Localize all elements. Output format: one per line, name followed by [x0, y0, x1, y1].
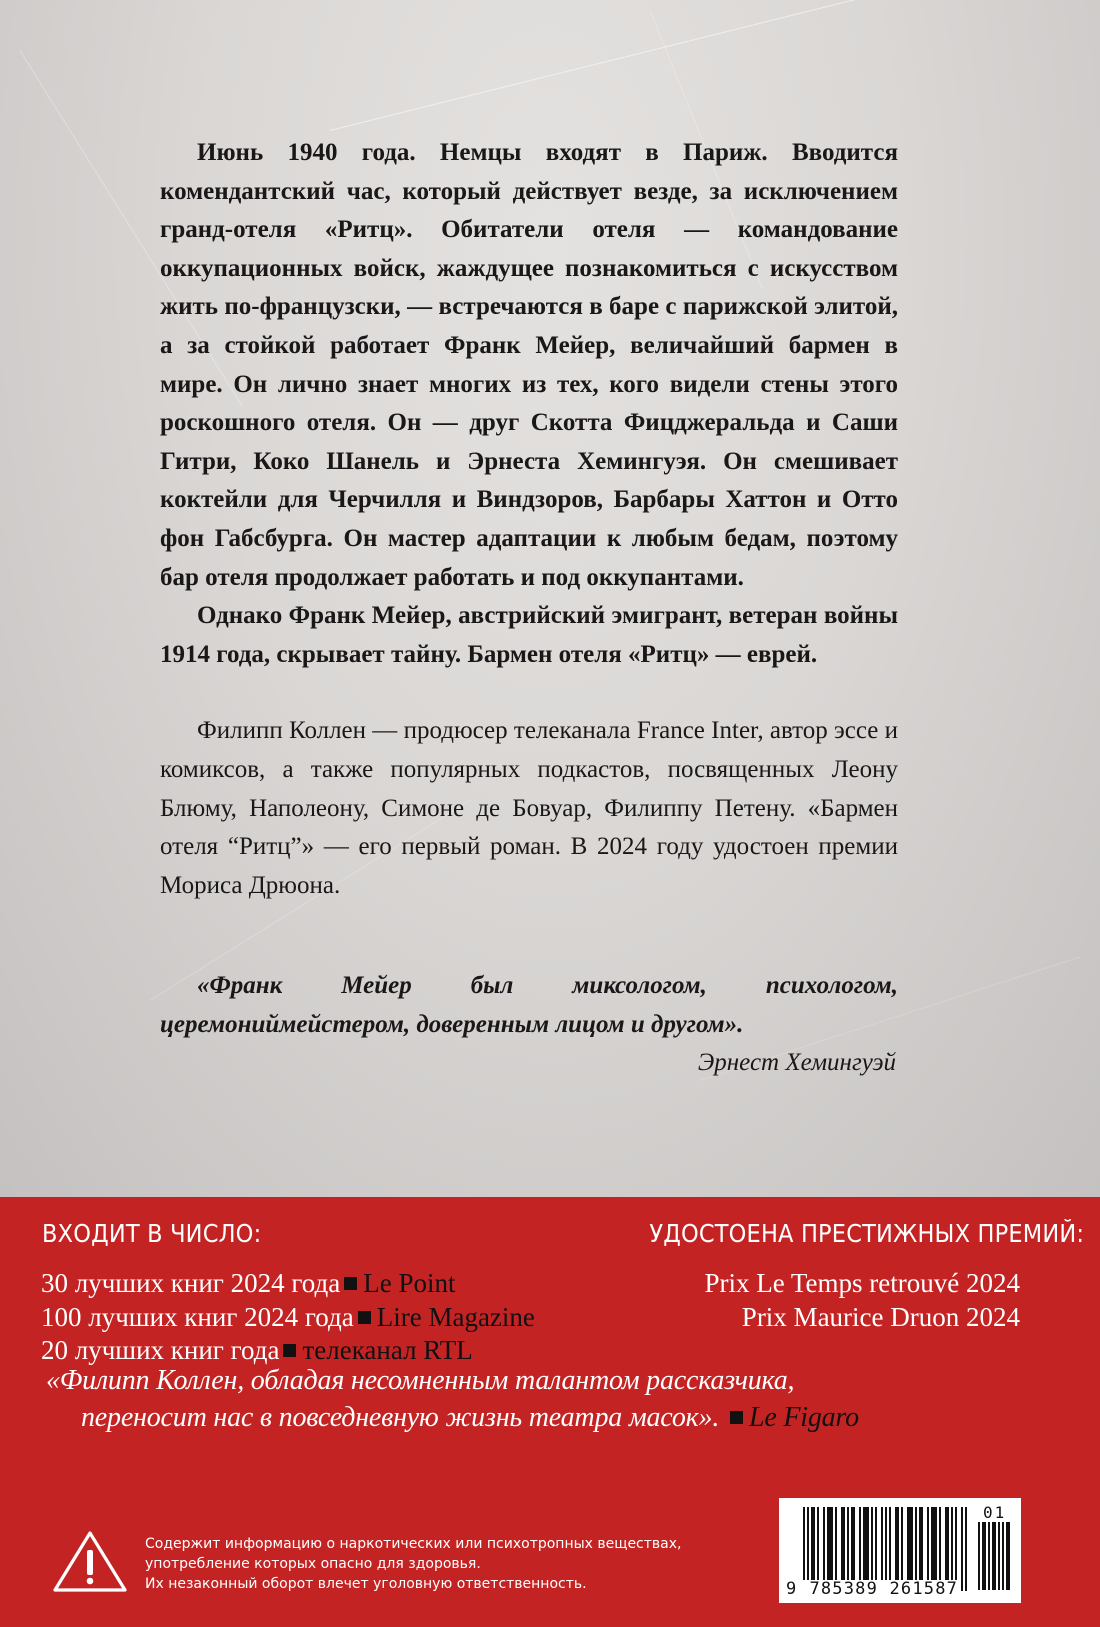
scratch-decoration	[330, 0, 1100, 131]
author-bio: Филипп Коллен — продюсер телеканала France Inter, автор эссе и комиксов, а также популярных подкастов, посвященных Леону Блюму, Наполеону, Симоне де Бовуар, Филиппу Петену. «Бармен отеля “Ритц”» — его первый роман. В 2024 году удостоен премии Мориса Дрюона.	[160, 717, 898, 899]
bestlist-item: 20 лучших книг года телеканал RTL	[41, 1335, 473, 1365]
warning-triangle-icon	[52, 1530, 128, 1594]
square-bullet-icon	[283, 1344, 296, 1357]
isbn-digits: 9 785389 261587	[786, 1579, 959, 1599]
square-bullet-icon	[344, 1277, 357, 1290]
bestlist-item: 100 лучших книг 2024 года Lire Magazine	[41, 1301, 535, 1332]
isbn-barcode	[779, 1498, 1021, 1603]
review-line-1: «Филипп Коллен, обладая несомненным талантом рассказчика,	[46, 1365, 795, 1396]
square-bullet-icon	[730, 1411, 743, 1424]
back-cover-text	[160, 134, 898, 1083]
awards-heading: УДОСТОЕНА ПРЕСТИЖНЫХ ПРЕМИЙ:	[649, 1219, 1084, 1248]
awards-list	[704, 1267, 1020, 1334]
award-item: Prix Le Temps retrouvé 2024	[704, 1268, 1020, 1298]
square-bullet-icon	[358, 1311, 371, 1324]
red-promo-band	[0, 1197, 1100, 1627]
epigraph-quote: «Франк Мейер был миксологом, психологом, церемониймейстером, доверенным лицом и другом».	[160, 972, 898, 1038]
bestlists-heading: ВХОДИТ В ЧИСЛО:	[42, 1219, 262, 1248]
review-source: Le Figaro	[748, 1402, 859, 1433]
drug-warning-text: Содержит информацию о наркотических или психотропных веществах, употребление которых опасно для здоровья. Их незаконный оборот влечет уголовную ответственность.	[145, 1536, 682, 1592]
bestlists	[41, 1267, 535, 1368]
isbn-addon-digits: 01	[983, 1503, 1007, 1522]
press-review	[46, 1362, 1046, 1436]
epigraph-author: Эрнест Хемингуэй	[697, 1049, 896, 1077]
description-paragraph-1: Июнь 1940 года. Немцы входят в Париж. Вводится комендантский час, который действует везде, за исключением гранд-отеля «Ритц». Обитатели отеля — командование оккупационных войск, жаждущее познакомиться с искусством жить по-французски, — встречаются в баре с парижской элитой, а за стойкой работает Франк Мейер, величайший бармен в мире. Он лично знает многих из тех, кого видели стены этого роскошного отеля. Он — друг Скотта Фицджеральда и Саши Гитри, Коко Шанель и Эрнеста Хемингуэя. Он смешивает коктейли для Черчилля и Виндзоров, Барбары Хаттон и Отто фон Габсбурга. Он мастер адаптации к любым бедам, поэтому бар отеля продолжает работать и под оккупантами.	[160, 139, 898, 591]
award-item: Prix Maurice Druon 2024	[741, 1301, 1020, 1332]
description-paragraph-2: Однако Франк Мейер, австрийский эмигрант, ветеран войны 1914 года, скрывает тайну. Бармен отеля «Ритц» — еврей.	[160, 602, 898, 668]
bestlist-item: 30 лучших книг 2024 года Le Point	[41, 1268, 456, 1298]
review-line-2: переносит нас в повседневную жизнь театра масок». Le Figaro	[81, 1402, 859, 1433]
barcode-addon-bars-icon	[978, 1522, 1012, 1590]
